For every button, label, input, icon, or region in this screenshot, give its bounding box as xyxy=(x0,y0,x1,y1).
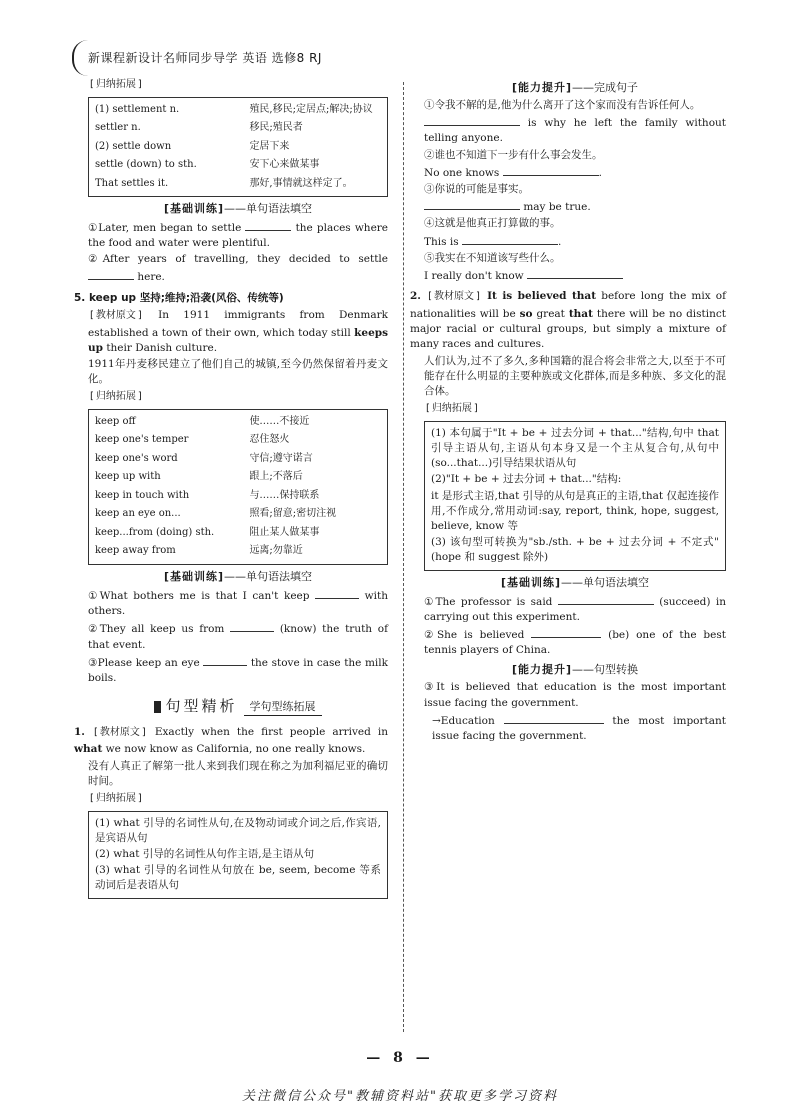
basic-training-head: [基础训练]——单句语法填空 xyxy=(163,202,313,215)
answer-blank[interactable] xyxy=(424,114,520,126)
what-clause-box xyxy=(88,811,388,899)
sentence2-translation: 人们认为,过不了多久,多种国籍的混合将会非常之大,以至于不可能存在什么明显的主要种族或文化群体,而是多种族、多文化的混合体。 xyxy=(424,354,726,397)
meaning-cell: 那好,事情就这样定了。 xyxy=(249,177,353,189)
note-line: (3) 该句型可转换为"sb./sth. + be + 过去分词 + 不定式"(hope 和 suggest 除外) xyxy=(431,536,719,564)
term-cell: keep in touch with xyxy=(95,489,190,501)
exercise-q1: ①The professor is said (succeed) in carrying out this experiment. xyxy=(424,593,726,625)
term-cell: keep one's temper xyxy=(95,434,189,446)
item5-original: [ 教材原文 ] In 1911 immigrants from Denmark established a town of their own, which today still keeps up their Danish culture. xyxy=(88,307,388,356)
answer-blank[interactable] xyxy=(462,233,558,245)
ability-head: [能力提升]——句型转换 xyxy=(511,663,639,677)
meaning-cell: 定居下来 xyxy=(249,140,290,152)
term-cell: keep an eye on... xyxy=(95,508,181,520)
table-row xyxy=(95,413,381,432)
transform-q3-answer: →Education the most important issue facing the government. xyxy=(424,712,726,744)
table-row xyxy=(95,138,381,157)
page-number: — 8 — xyxy=(366,1050,434,1066)
exercise-q1: ①Later, men began to settle the places where the food and water were plentiful. xyxy=(88,219,388,251)
right-column xyxy=(410,76,727,745)
table-row xyxy=(95,468,381,487)
summary-tag: [ 归纳拓展 ] xyxy=(88,390,144,405)
table-row xyxy=(95,542,381,561)
sentence-analysis-head: 句型精析 学句型练拓展 xyxy=(88,696,388,718)
keep-table-box xyxy=(88,409,388,565)
answer-blank[interactable] xyxy=(527,267,623,279)
exercise-q2: ②They all keep us from (know) the truth of that event. xyxy=(88,620,388,652)
exercise-q2: ②She is believed (be) one of the best tennis players of China. xyxy=(424,626,726,658)
basic-training-head: [基础训练]——单句语法填空 xyxy=(163,569,313,583)
settle-table xyxy=(95,101,381,194)
meaning-cell: 与……保持联系 xyxy=(249,489,320,501)
answer-blank[interactable] xyxy=(558,593,654,605)
term-cell: keep off xyxy=(95,415,136,427)
note-line: it 是形式主语,that 引导的从句是真正的主语,that 仅起连接作用,不作成分,常用动词:say, report, think, hope, suggest, believe, know 等 xyxy=(431,489,719,532)
table-row xyxy=(95,175,381,194)
answer-blank[interactable] xyxy=(230,620,274,632)
column-divider xyxy=(403,82,404,1032)
meaning-cell: 跟上;不落后 xyxy=(249,471,303,483)
complete-q4-cn: ④这就是他真正打算做的事。 xyxy=(424,217,561,230)
table-row xyxy=(95,524,381,543)
it-is-believed-box xyxy=(424,421,726,571)
keep-table xyxy=(95,413,381,561)
meaning-cell: 忍住怒火 xyxy=(249,434,290,446)
exercise-q2: ②After years of travelling, they decided to settle here. xyxy=(88,253,388,283)
exercise-q3: ③Please keep an eye the stove in case the milk boils. xyxy=(88,654,388,686)
term-cell: settler n. xyxy=(95,122,141,133)
term-cell: (2) settle down xyxy=(95,140,172,152)
answer-blank[interactable] xyxy=(245,219,291,231)
summary-tag: [ 归纳拓展 ] xyxy=(424,402,480,417)
term-cell: keep up with xyxy=(95,471,161,483)
header-title: 新课程新设计名师同步导学 英语 选修8 RJ xyxy=(88,51,322,65)
meaning-cell: 照看;留意;密切注视 xyxy=(249,508,337,520)
answer-blank[interactable] xyxy=(424,198,520,210)
meaning-cell: 殖民,移民;定居点;解决;协议 xyxy=(249,103,373,115)
answer-blank[interactable] xyxy=(203,654,247,666)
summary-tag: [ 归纳拓展 ] xyxy=(88,792,144,807)
answer-blank[interactable] xyxy=(531,626,601,638)
complete-q4-en: This is . xyxy=(424,233,726,250)
left-column xyxy=(74,76,389,903)
meaning-cell: 移民;殖民者 xyxy=(249,122,303,133)
table-row xyxy=(95,487,381,506)
header-swirl xyxy=(72,40,88,76)
square-icon xyxy=(154,701,161,713)
complete-q2-cn: ②谁也不知道下一步有什么事会发生。 xyxy=(424,148,603,161)
note-line: (2)"It + be + 过去分词 + that..."结构: xyxy=(431,473,622,486)
meaning-cell: 安下心来做某事 xyxy=(249,159,320,170)
complete-q1-en: is why he left the family without telling anyone. xyxy=(424,114,726,146)
sentence2-original: 2. [ 教材原文 ] It is believed that before long the mix of nationalities will be so great that there will be no distinct major racial or cultural groups, but simply a mixture of many races and cultures. xyxy=(410,288,726,352)
exercise-q1: ①What bothers me is that I can't keep with others. xyxy=(88,587,388,619)
answer-blank[interactable] xyxy=(315,587,359,599)
table-row xyxy=(95,156,381,175)
table-row xyxy=(95,505,381,524)
meaning-cell: 远离;勿靠近 xyxy=(249,545,303,557)
item5-translation: 1911年丹麦移民建立了他们自己的城镇,至今仍然保留着丹麦文化。 xyxy=(88,357,388,386)
note-line: (1) 本句属于"It + be + 过去分词 + that..."结构,句中 that 引导主语从句,主语从句本身又是一个主从复合句,从句中(so...that...)引导结果状语从句 xyxy=(431,426,719,470)
complete-q5-en: I really don't know xyxy=(424,267,726,284)
basic-training-head: [基础训练]——单句语法填空 xyxy=(500,575,650,589)
sentence1-translation: 没有人真正了解第一批人来到我们现在称之为加利福尼亚的确切时间。 xyxy=(88,759,388,787)
sentence1-original: 1. [ 教材原文 ] Exactly when the first people arrived in what we now know as California, no one really knows. xyxy=(74,724,388,758)
answer-blank[interactable] xyxy=(88,268,134,280)
term-cell: keep away from xyxy=(95,545,176,557)
note-line: (3) what 引导的名词性从句放在 be, seem, become 等系动词后是表语从句 xyxy=(95,864,381,892)
complete-q5-cn: ⑤我实在不知道该写些什么。 xyxy=(424,251,561,264)
term-cell: keep...from (doing) sth. xyxy=(95,526,215,538)
page-header xyxy=(72,40,732,76)
table-row xyxy=(95,450,381,469)
meaning-cell: 守信;遵守诺言 xyxy=(249,452,313,464)
answer-blank[interactable] xyxy=(503,164,599,176)
complete-q3-en: may be true. xyxy=(424,198,726,215)
settle-table-box xyxy=(88,97,388,198)
complete-q3-cn: ③你说的可能是事实。 xyxy=(424,183,529,196)
term-cell: keep one's word xyxy=(95,452,178,464)
summary-tag: [ 归纳拓展 ] xyxy=(88,78,144,93)
meaning-cell: 使……不接近 xyxy=(249,415,310,427)
answer-blank[interactable] xyxy=(504,712,604,724)
transform-q3: ③It is believed that education is the most important issue facing the government. xyxy=(424,681,726,709)
table-row xyxy=(95,119,381,138)
ability-head: [能力提升]——完成句子 xyxy=(511,81,639,94)
item5-title: 5. keep up 坚持;维持;沿袭(风俗、传统等) xyxy=(74,291,284,304)
note-line: (1) what 引导的名词性从句,在及物动词或介词之后,作宾语,是宾语从句 xyxy=(95,816,381,844)
footer-note: 关注微信公众号"教辅资料站"获取更多学习资料 xyxy=(242,1089,558,1104)
term-cell: settle (down) to sth. xyxy=(95,159,197,170)
meaning-cell: 阻止某人做某事 xyxy=(249,526,320,538)
note-line: (2) what 引导的名词性从句作主语,是主语从句 xyxy=(95,848,315,860)
complete-q2-en: No one knows . xyxy=(424,164,726,181)
table-row xyxy=(95,101,381,120)
table-row xyxy=(95,431,381,450)
term-cell: That settles it. xyxy=(95,177,169,189)
complete-q1-cn: ①令我不解的是,他为什么离开了这个家而没有告诉任何人。 xyxy=(424,98,701,111)
term-cell: (1) settlement n. xyxy=(95,103,180,115)
